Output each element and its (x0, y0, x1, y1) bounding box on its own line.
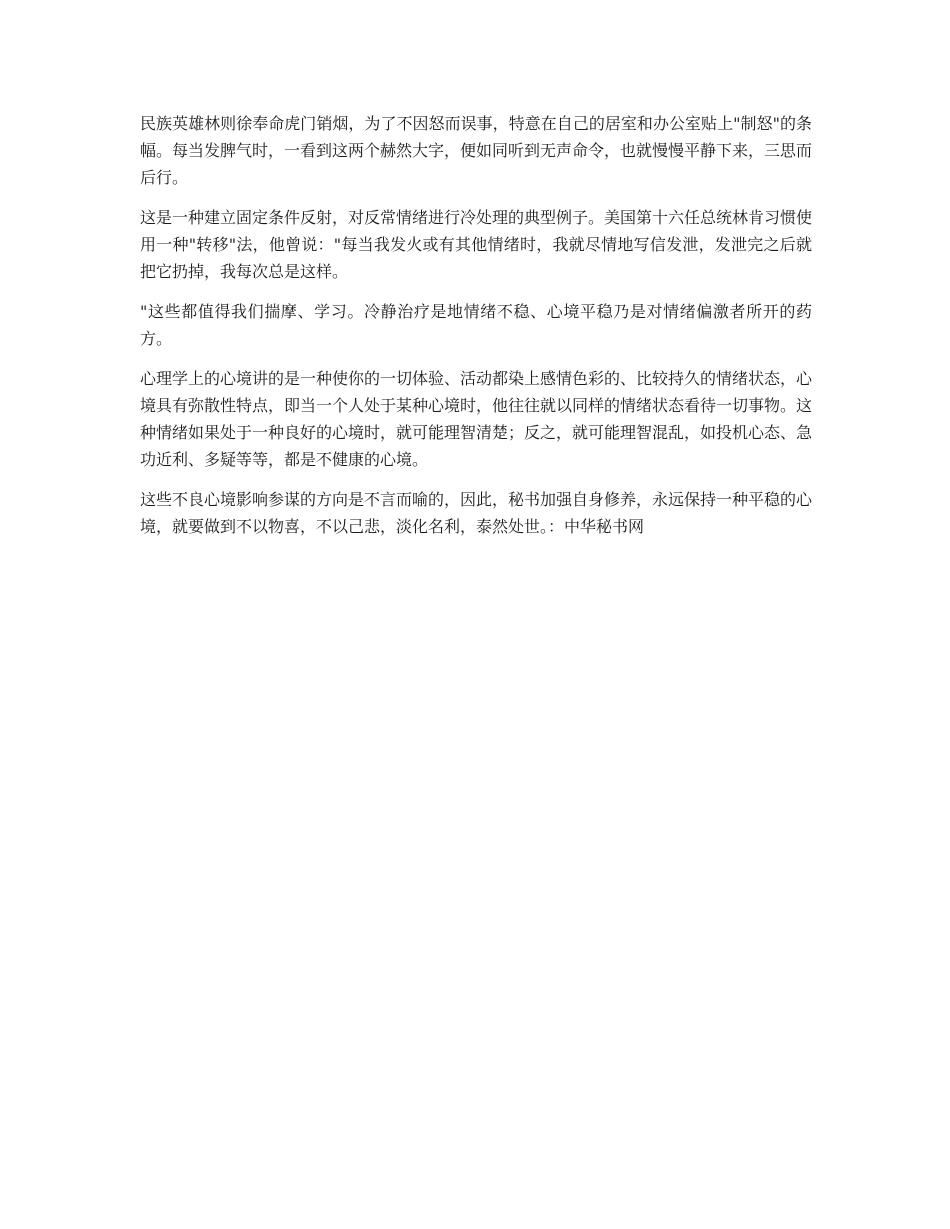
paragraph-1: 民族英雄林则徐奉命虎门销烟，为了不因怒而误事，特意在自己的居室和办公室贴上"制怒"的条幅。每当发脾气时，一看到这两个赫然大字，便如同听到无声命令，也就慢慢平静下来，三思而后行。 (140, 114, 813, 187)
paragraph-5: 这些不良心境影响参谋的方向是不言而喻的，因此，秘书加强自身修养，永远保持一种平稳的心境，就要做到不以物喜，不以己悲，淡化名利，泰然处世。：中华秘书网 (140, 490, 813, 536)
document-body (140, 110, 812, 553)
paragraph-2: 这是一种建立固定条件反射，对反常情绪进行冷处理的典型例子。美国第十六任总统林肯习惯使用一种"转移"法，他曾说："每当我发火或有其他情绪时，我就尽情地写信发泄，发泄完之后就把它扔掉，我每次总是这样。 (140, 208, 813, 281)
paragraph-3: "这些都值得我们揣摩、学习。冷静治疗是地情绪不稳、心境平稳乃是对情绪偏激者所开的药方。 (140, 302, 812, 348)
paragraph-4: 心理学上的心境讲的是一种使你的一切体验、活动都染上感情色彩的、比较持久的情绪状态，心境具有弥散性特点，即当一个人处于某种心境时，他往往就以同样的情绪状态看待一切事物。这种情绪如果处于一种良好的心境时，就可能理智清楚；反之，就可能理智混乱，如投机心态、急功近利、多疑等等，都是不健康的心境。 (140, 369, 813, 469)
